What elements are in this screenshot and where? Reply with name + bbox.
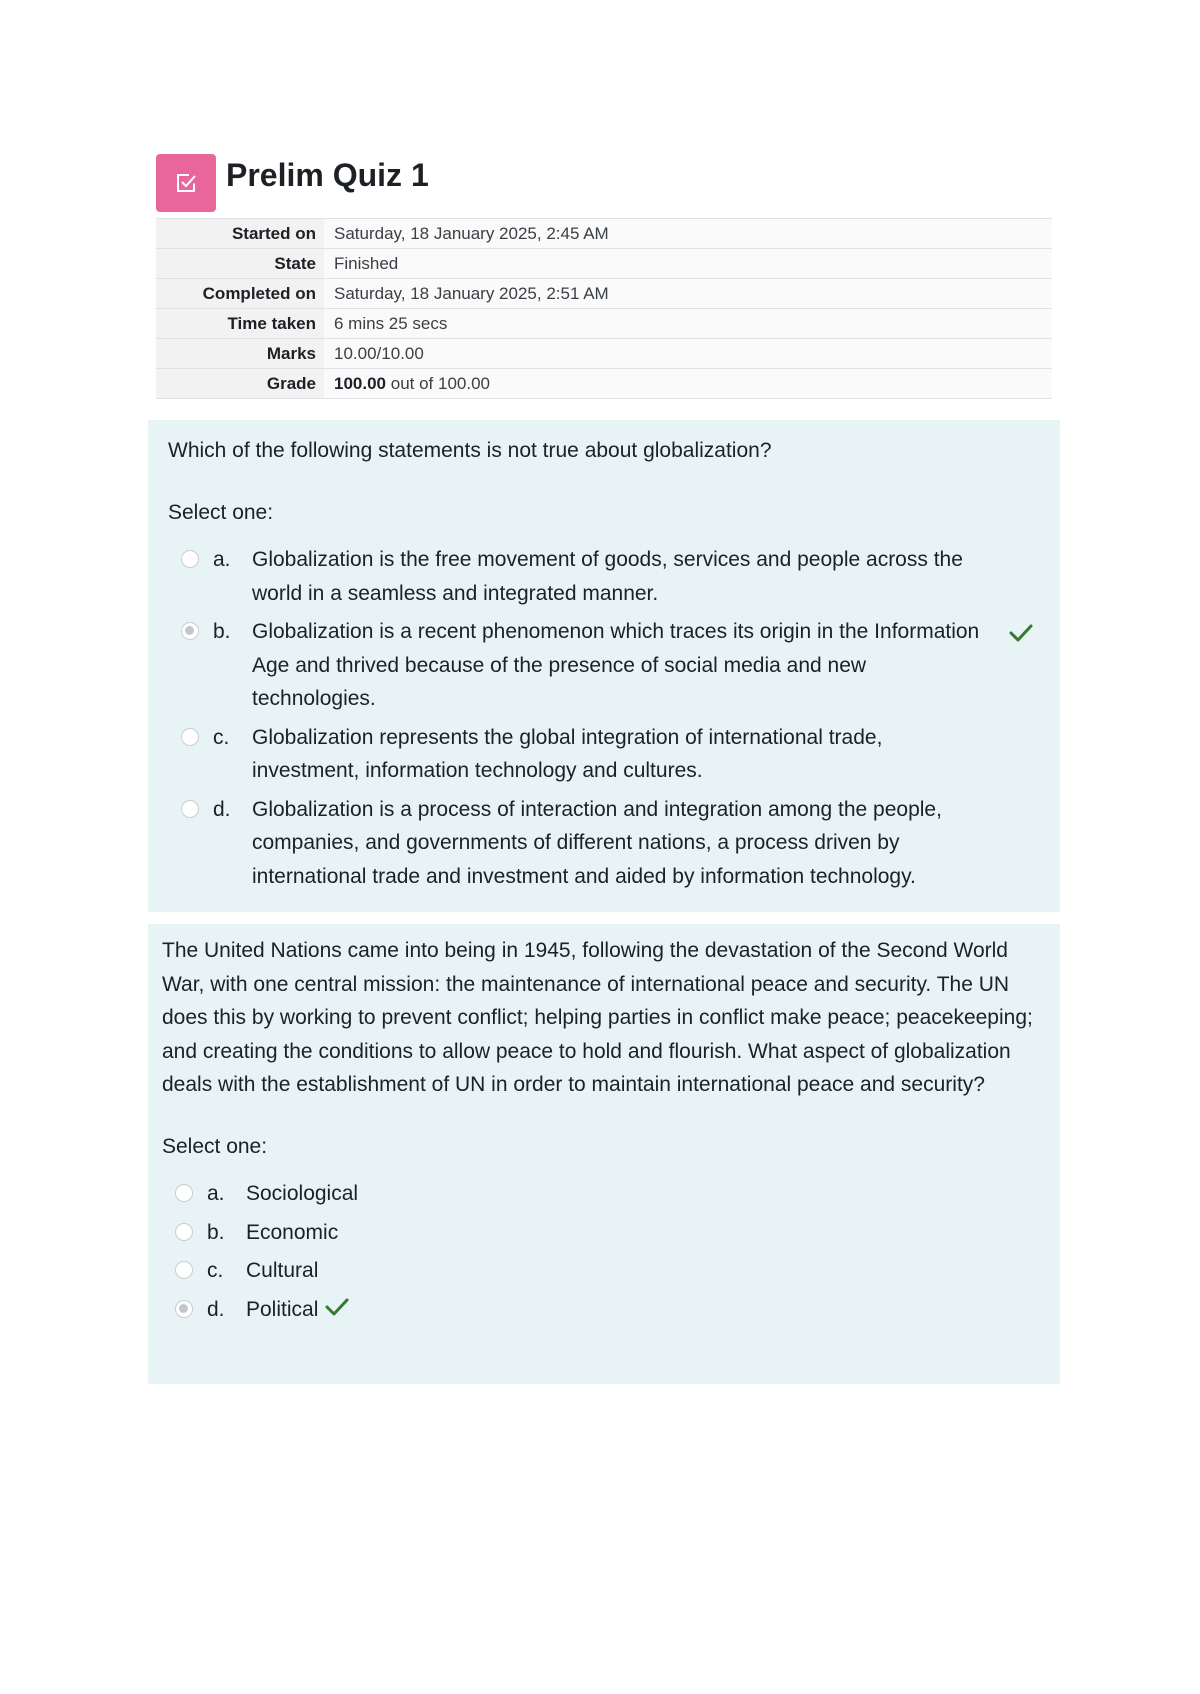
radio-button-selected[interactable] [175,1300,193,1318]
answer-option-a[interactable] [168,543,1038,610]
answer-letter: a. [213,548,231,571]
summary-value: 6 mins 25 secs [324,309,1052,339]
summary-value: 10.00/10.00 [324,339,1052,369]
select-one-prompt: Select one: [168,500,274,524]
radio-button[interactable] [181,800,199,818]
answer-list [162,1177,1038,1326]
radio-button[interactable] [175,1223,193,1241]
radio-button[interactable] [181,728,199,746]
summary-value: Finished [324,249,1052,279]
summary-row-marks [156,339,1052,369]
answer-option-b[interactable] [168,615,1038,716]
summary-value [324,369,1052,399]
answer-option-c[interactable] [168,721,1038,788]
summary-row-completed [156,279,1052,309]
answer-text: Political [246,1297,319,1321]
page-title: Prelim Quiz 1 [226,156,429,193]
summary-row-time-taken [156,309,1052,339]
answer-text-wrap [246,1293,350,1327]
answer-option-d[interactable] [162,1293,1038,1327]
answer-letter: d. [207,1297,225,1321]
answer-letter: c. [213,725,230,749]
answer-text: Globalization is the free movement of goods, services and people across the world in a seamless and integrated manner. [252,548,963,605]
quiz-summary-table [156,218,1052,399]
answer-text: Globalization is a process of interaction and integration among the people, companies, and governments of different nations, a process driven by international trade and investment and aided by information technology. [252,797,942,888]
answer-text: Globalization is a recent phenomenon which traces its origin in the Information Age and thrived because of the presence of social media and new technologies. [252,620,980,710]
quiz-icon [156,154,216,212]
answer-text: Cultural [246,1259,319,1282]
radio-button-selected[interactable] [181,622,199,640]
answer-letter: d. [213,797,231,821]
select-one-prompt: Select one: [162,1134,268,1158]
question-2 [148,924,1060,1384]
summary-label: Time taken [156,309,324,339]
answer-letter: b. [213,620,231,643]
summary-label: Started on [156,219,324,249]
correct-check-icon [324,1295,350,1317]
summary-value: Saturday, 18 January 2025, 2:51 AM [324,279,1052,309]
summary-row-state [156,249,1052,279]
summary-row-started [156,219,1052,249]
answer-option-a[interactable] [162,1177,1038,1211]
grade-value: 100.00 [334,373,386,393]
answer-letter: a. [207,1182,225,1205]
answer-letter: b. [207,1220,225,1244]
radio-button[interactable] [175,1261,193,1279]
summary-label: State [156,249,324,279]
question-text: Which of the following statements is not true about globalization? [168,439,772,462]
answer-option-b[interactable] [162,1216,1038,1250]
summary-value: Saturday, 18 January 2025, 2:45 AM [324,219,1052,249]
summary-row-grade [156,369,1052,399]
question-1 [148,420,1060,912]
answer-option-d[interactable] [168,793,1038,894]
answer-text: Globalization represents the global integration of international trade, investment, information technology and cultures. [252,725,883,782]
radio-button[interactable] [181,550,199,568]
summary-label: Grade [156,369,324,399]
correct-check-icon [1008,621,1034,643]
summary-label: Marks [156,339,324,369]
page-header [156,154,429,212]
answer-letter: c. [207,1259,224,1282]
answer-option-c[interactable] [162,1254,1038,1288]
answer-text: Economic [246,1220,339,1244]
answer-text: Sociological [246,1182,359,1205]
radio-button[interactable] [175,1184,193,1202]
summary-label: Completed on [156,279,324,309]
grade-out-of: out of 100.00 [390,373,490,393]
answer-list [168,543,1038,893]
question-text: The United Nations came into being in 1945, following the devastation of the Second World War, with one central mission: the maintenance of international peace and security. The UN does this by working to prevent conflict; helping parties in conflict make peace; peacekeeping; and creating the conditions to allow peace to hold and flourish. What aspect of globalization deals with the establishment of UN in order to maintain international peace and security? [162,939,1033,1096]
